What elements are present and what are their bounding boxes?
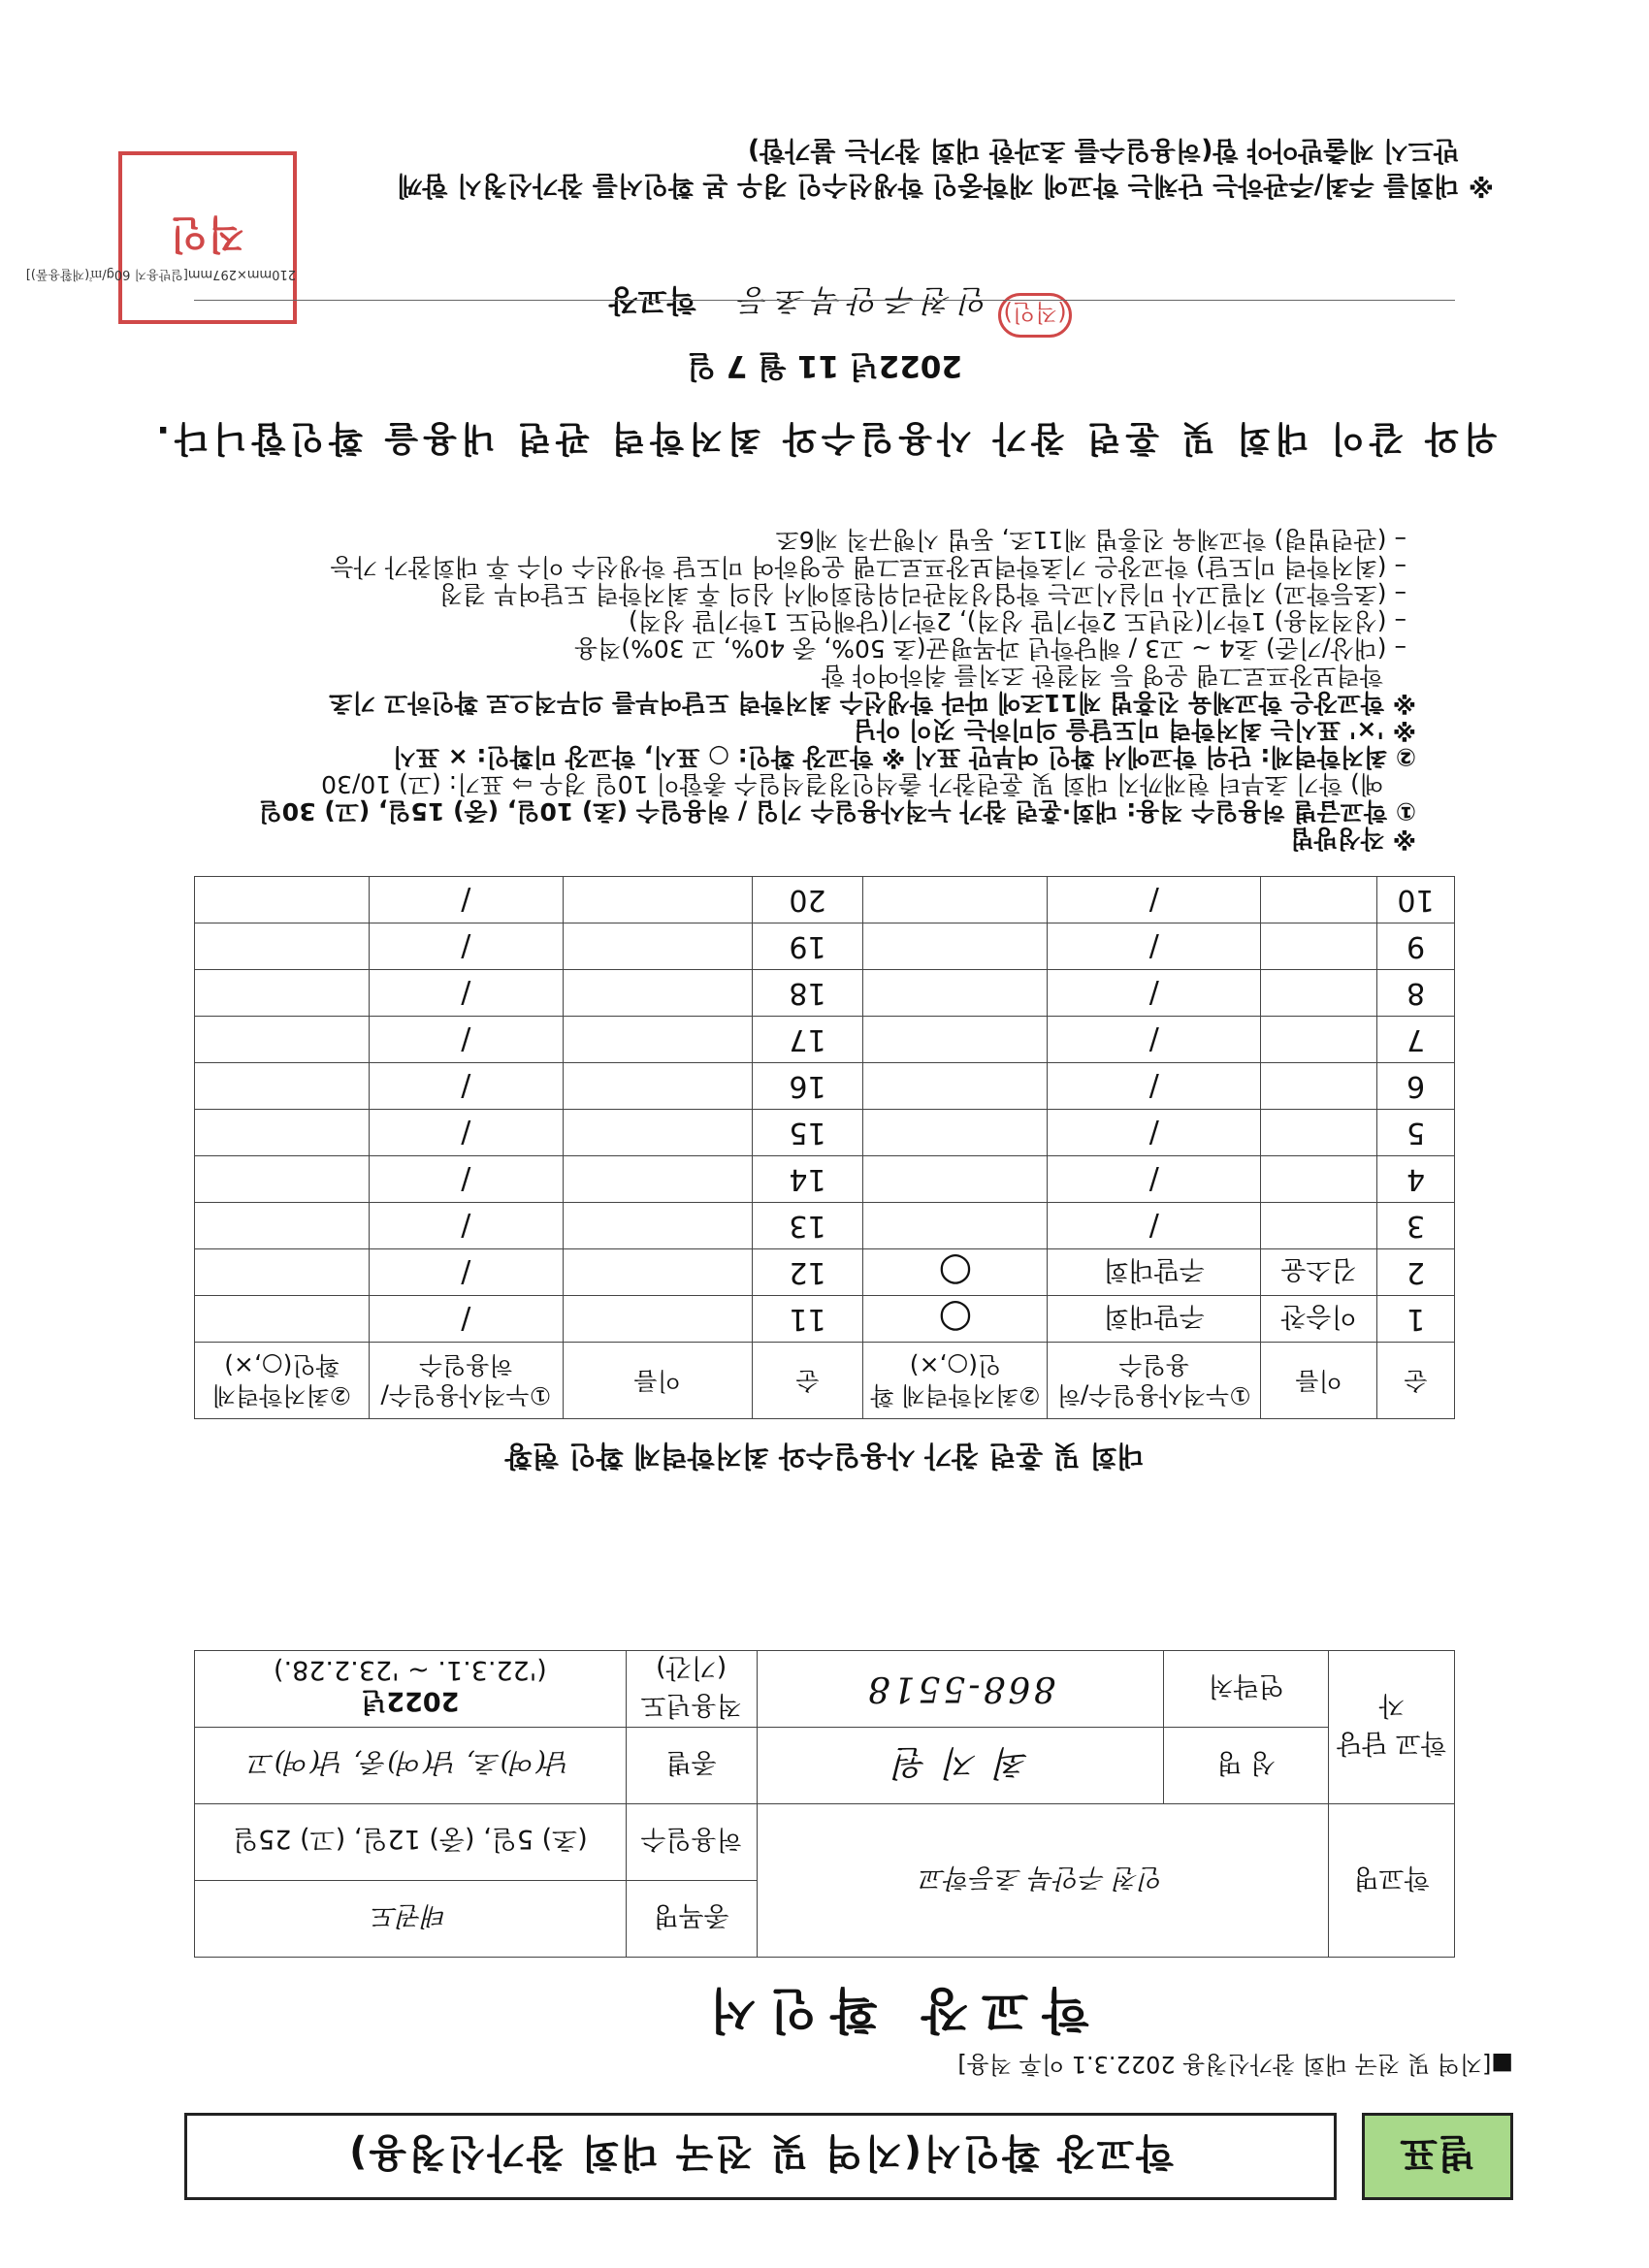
cell-check [863, 1203, 1048, 1249]
applies-note: ■[지역 및 전국 대회 참가신청용 2022.3.1 이후 적용] [957, 2051, 1513, 2078]
cell-no: 17 [752, 1017, 863, 1063]
contact-label: 연락처 [1164, 1651, 1329, 1728]
cell-used: / [369, 970, 563, 1017]
cell-check [195, 1249, 370, 1296]
form-title: 학교장 확인서(지역 및 전국 대회 참가신청용) [184, 2113, 1337, 2200]
cell-name [1261, 970, 1377, 1017]
cell-name: 김소윤 [1261, 1249, 1377, 1296]
cell-used: / [1048, 1156, 1261, 1203]
year-value: 2022년 [361, 1686, 460, 1716]
cell-used: / [369, 1017, 563, 1063]
cell-check [863, 1156, 1048, 1203]
cell-used: / [369, 1203, 563, 1249]
table-row [195, 877, 1455, 923]
cell-used: 주말대회 [1048, 1249, 1261, 1296]
cell-no: 12 [752, 1249, 863, 1296]
cell-no: 11 [752, 1296, 863, 1343]
note-line: ※ 학교장은 학교체육 진흥법 제11조에 따라 학생선수 최저학력 도달여부를 의무적으로 확인하고 기초 [329, 689, 1416, 717]
cell-check [195, 1156, 370, 1203]
cell-no: 13 [752, 1203, 863, 1249]
cell-name [1261, 1110, 1377, 1156]
cell-name [563, 1156, 752, 1203]
cell-no: 18 [752, 970, 863, 1017]
name-value: 최 지 원 [757, 1728, 1164, 1804]
header-row [184, 2113, 1513, 2200]
note-line: – (대상/기준) 초4 ~ 고3 / 해당학년 과목평균(초 50%, 중 40%, 고 30%)적용 [574, 634, 1406, 663]
contact-value: 868-5518 [757, 1651, 1164, 1728]
event-value: 태권도 [195, 1881, 627, 1958]
instructions [146, 526, 1416, 852]
col-header: 이름 [1261, 1343, 1377, 1419]
cell-used: / [1048, 1203, 1261, 1249]
cell-used: / [369, 1156, 563, 1203]
cell-no: 7 [1377, 1017, 1455, 1063]
confirmation-statement: 위와 같이 대회 및 훈련 참가 사용일수와 최저학력 관련 내용을 확인합니다. [151, 418, 1498, 458]
cell-check [863, 877, 1048, 923]
table-row [195, 1249, 1455, 1296]
cell-no: 4 [1377, 1156, 1455, 1203]
divider [194, 300, 1455, 301]
cell-name [1261, 1156, 1377, 1203]
note-line: 학력보장프로그램 운영 등 적절한 조치를 취하여야 함 [822, 662, 1383, 690]
cell-check [863, 1110, 1048, 1156]
cell-name: 이승찬 [1261, 1296, 1377, 1343]
signature-school: 인천주안북초등 [731, 282, 989, 317]
col-header: 순 [1377, 1343, 1455, 1419]
cell-name [563, 1296, 752, 1343]
table-row [195, 970, 1455, 1017]
year-label: 적용년도 (기간) [626, 1651, 757, 1728]
cell-used: / [369, 1063, 563, 1110]
cell-no: 19 [752, 923, 863, 970]
footnote-line: ※ 대회를 주최/주관하는 단체는 학교에 재학중인 학생선수인 경우 본 확인서를 참가신청시 함께 [397, 170, 1494, 200]
col-header: ②최저학력제 확인(○,×) [195, 1343, 370, 1419]
cell-used: / [1048, 1017, 1261, 1063]
cell-check [195, 1203, 370, 1249]
cell-no: 3 [1377, 1203, 1455, 1249]
note-line: – (초등학교) 지필고사 미실시교는 학업성적관리위원회에서 심의 후 최저학력 도달여부 결정 [438, 580, 1406, 608]
official-stamp: 직인 [118, 151, 297, 324]
cell-check [195, 923, 370, 970]
cell-check [195, 1110, 370, 1156]
note-line: ① 학교급별 허용일수 적용: 대회·훈련 참가 누적사용일수 기입 / 허용일수 (초) 10일, (중) 15일, (고) 30일 [258, 797, 1416, 826]
cell-no: 1 [1377, 1296, 1455, 1343]
cell-check [863, 1017, 1048, 1063]
cell-check [195, 1063, 370, 1110]
cell-no: 10 [1377, 877, 1455, 923]
cell-no: 5 [1377, 1110, 1455, 1156]
col-header: ①누적사용일수/허용일수 [1048, 1343, 1261, 1419]
cell-check [863, 970, 1048, 1017]
cell-used: / [369, 877, 563, 923]
cell-used: 주말대회 [1048, 1296, 1261, 1343]
col-header: 순 [752, 1343, 863, 1419]
cell-name [563, 877, 752, 923]
cell-used: / [1048, 877, 1261, 923]
cell-check [195, 970, 370, 1017]
cell-no: 16 [752, 1063, 863, 1110]
col-header: 이름 [563, 1343, 752, 1419]
quota-label: 허용일수 [626, 1804, 757, 1881]
cell-name [563, 1017, 752, 1063]
table-row [195, 1296, 1455, 1343]
cell-no: 9 [1377, 923, 1455, 970]
col-header: ②최저학력제 확인(○,×) [863, 1343, 1048, 1419]
quota-value: (초) 5일, (중) 12일, (고) 25일 [195, 1804, 627, 1881]
cell-name [563, 970, 752, 1017]
document-title: 학교장 확인서 [695, 1982, 1089, 2038]
cell-name [1261, 1203, 1377, 1249]
header-row [195, 1343, 1455, 1419]
issue-date: 2022년 11 월 7 일 [687, 348, 962, 383]
table-row [195, 1156, 1455, 1203]
col-header: ①누적사용일수/허용일수 [369, 1343, 563, 1419]
cell-used: / [369, 1296, 563, 1343]
notes-heading: ※ 작성방법 [1290, 825, 1416, 853]
cell-no: 14 [752, 1156, 863, 1203]
cell-name [1261, 923, 1377, 970]
cell-name [563, 1249, 752, 1296]
cell-used: / [1048, 1110, 1261, 1156]
school-value: 인천 주안북 초등학교 [757, 1804, 1329, 1958]
note-line: – (성적적용) 1학기(전년도 2학기말 성적), 2학기(당해연도 1학기말 성적) [629, 607, 1406, 635]
cell-used: / [369, 1110, 563, 1156]
period-value: ('22.3.1. ~ '23.2.28.) [273, 1655, 547, 1685]
table-row [195, 923, 1455, 970]
cell-check [195, 1017, 370, 1063]
table-row [195, 1203, 1455, 1249]
paper-spec: 210mm×297mm[일반용지 60g/㎡(재활용품)] [25, 267, 296, 281]
cell-name [563, 1063, 752, 1110]
staff-label: 학교 담당자 [1329, 1651, 1455, 1804]
name-label: 성 명 [1164, 1728, 1329, 1804]
note-line: – (최저학력 미도달) 학교장은 기초학력보장프로그램 운영하여 미도달 학생선수 이수 후 대회참가 가능 [330, 553, 1406, 581]
cell-check [863, 923, 1048, 970]
annex-badge: 별표 [1362, 2113, 1513, 2200]
seal-mark: (직인) [998, 293, 1072, 338]
note-line: – (관련법령) 학교체육 진흥법 제11조, 동법 시행규칙 제6조 [775, 526, 1406, 554]
cell-no: 2 [1377, 1249, 1455, 1296]
school-label: 학교명 [1329, 1804, 1455, 1958]
cell-check [863, 1063, 1048, 1110]
cell-name [1261, 877, 1377, 923]
cell-no: 15 [752, 1110, 863, 1156]
cell-used: / [1048, 923, 1261, 970]
info-table [194, 1650, 1455, 1958]
cell-used: / [369, 923, 563, 970]
cell-name [563, 923, 752, 970]
cell-no: 6 [1377, 1063, 1455, 1110]
gender-value: 남(여)초, 남(여)중, 남(여)고 [195, 1728, 627, 1804]
note-line: ※ '×' 표시는 최저학력 미도달을 의미하는 것이 아님 [853, 716, 1416, 744]
cell-check [195, 877, 370, 923]
footnote-line: 반드시 제출받아야 함(허용일수를 초과한 대회 참가는 불가함) [747, 135, 1459, 165]
status-table [194, 876, 1455, 1419]
cell-no: 8 [1377, 970, 1455, 1017]
cell-no: 20 [752, 877, 863, 923]
cell-used: / [1048, 970, 1261, 1017]
cell-check: ○ [863, 1296, 1048, 1343]
footnote [155, 132, 1494, 202]
note-line: 예) 학기 초부터 현재까지 대회 및 훈련참가 출석인정결석일수 총합이 10일 경우 ⇨ 표기: (고) 10/30 [321, 770, 1383, 798]
cell-name [563, 1203, 752, 1249]
cell-check [195, 1296, 370, 1343]
event-label: 종목명 [626, 1881, 757, 1958]
year-cell [195, 1651, 627, 1728]
cell-used: / [369, 1249, 563, 1296]
note-line: ② 최저학력제: 단위 학교에서 확인 여부만 표시 ※ 학교장 확인: ○ 표시, 학교장 미확인: × 표시 [392, 743, 1416, 771]
cell-name [1261, 1063, 1377, 1110]
signature-title: 학교장 [608, 282, 696, 317]
cell-check: ○ [863, 1249, 1048, 1296]
table-row [195, 1017, 1455, 1063]
cell-name [1261, 1017, 1377, 1063]
cell-name [563, 1110, 752, 1156]
signature-line [609, 281, 989, 325]
section-title: 대회 및 훈련 참가 사용일수와 최저학력제 확인 현황 [504, 1440, 1145, 1473]
table-row [195, 1110, 1455, 1156]
gender-label: 종별 [626, 1728, 757, 1804]
table-row [195, 1063, 1455, 1110]
cell-used: / [1048, 1063, 1261, 1110]
